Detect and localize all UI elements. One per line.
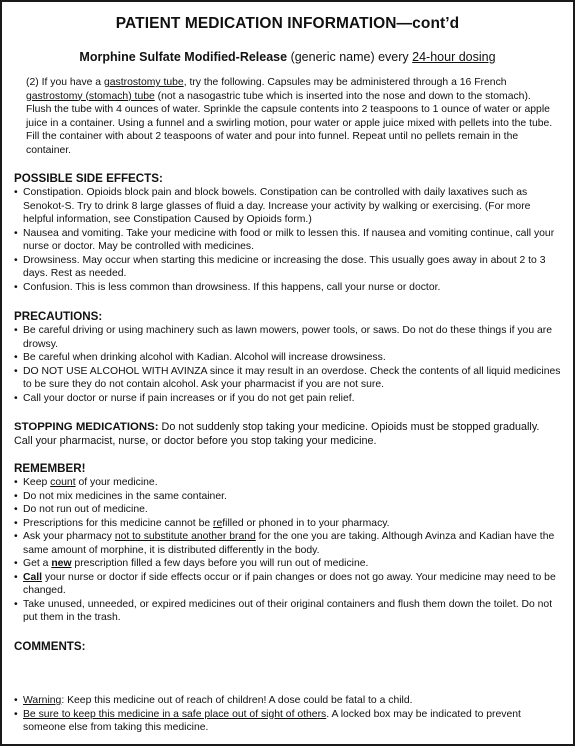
list-item: • Do not run out of medicine. xyxy=(14,503,561,517)
remember-heading: REMEMBER! xyxy=(14,462,86,475)
list-item: • Get a new prescription filled a few days before you will run out of medicine. xyxy=(14,557,561,571)
list-item: • Confusion. This is less common than drowsiness. If this happens, call your nurse or doctor. xyxy=(14,281,561,295)
gastro-prefix: (2) If you have a xyxy=(26,77,104,88)
remember-section xyxy=(14,462,561,625)
gastro-rest: (not a nasogastric tube which is inserted into the nose and down to the stomach). Flush the tube with 4 ounces of water. Sprinkle the capsule contents into 2 teaspoons to 1 ounce of water or apple juice in a container. Using a funnel and a swirling motion, pour water or apple juice mixed with pellets into the tube. Fill the container with about 2 teaspoons of water and pour into funnel. Repeat until no pellets remain in the container. xyxy=(26,90,553,156)
list-item: • Be careful when drinking alcohol with Kadian. Alcohol will increase drowsiness. xyxy=(14,351,561,365)
remember-list xyxy=(14,476,561,625)
list-item: • Ask your pharmacy not to substitute another brand for the one you are taking. Although Avinza and Kadian have the same amount of morphine, it is distributed differently in the body. xyxy=(14,530,561,557)
list-item: • Drowsiness. May occur when starting this medicine or increasing the dose. This usually goes away in about 2 to 3 days. Rest as needed. xyxy=(14,254,561,281)
list-item: • Warning: Keep this medicine out of reach of children! A dose could be fatal to a child. xyxy=(14,694,561,708)
comments-section xyxy=(14,640,561,654)
list-item: • Call your nurse or doctor if side effects occur or if pain changes or does not go away. Your medicine may need to be changed. xyxy=(14,571,561,598)
gastro-mid: , try the following. Capsules may be administered through a 16 French xyxy=(183,77,507,88)
footer-list xyxy=(14,694,561,735)
dosing-schedule: 24-hour dosing xyxy=(412,50,496,64)
list-item: • DO NOT USE ALCOHOL WITH AVINZA since it may result in an overdose. Check the contents of all liquid medicines to be sure they do not contain alcohol. Ask your pharmacist if you are not sure. xyxy=(14,365,561,392)
drug-name: Morphine Sulfate Modified-Release xyxy=(79,50,288,64)
list-item: • Prescriptions for this medicine cannot be refilled or phoned in to your pharmacy. xyxy=(14,517,561,531)
stopping-medications-section xyxy=(14,420,561,448)
comments-heading: COMMENTS: xyxy=(14,640,86,653)
stomach-tube-term: gastrostomy (stomach) tube xyxy=(26,90,155,102)
footer-warnings xyxy=(14,694,561,735)
list-item: • Take unused, unneeded, or expired medicines out of their original containers and flush them down the toilet. Do not put them in the trash. xyxy=(14,598,561,625)
list-item: • Be careful driving or using machinery such as lawn mowers, power tools, or saws. Do not do these things if you are drowsy. xyxy=(14,324,561,351)
precautions-list xyxy=(14,324,561,405)
list-item: • Keep count of your medicine. xyxy=(14,476,561,490)
side-effects-heading: POSSIBLE SIDE EFFECTS: xyxy=(14,172,163,185)
list-item: • Nausea and vomiting. Take your medicine with food or milk to lessen this. If nausea and vomiting continue, call your nurse or doctor. May be controlled with medicines. xyxy=(14,227,561,254)
warning-label: Warning xyxy=(23,695,62,706)
page-title: PATIENT MEDICATION INFORMATION—cont’d xyxy=(115,15,460,32)
stopping-heading: STOPPING MEDICATIONS: xyxy=(14,421,159,433)
precautions-section xyxy=(14,310,561,405)
list-item: • Call your doctor or nurse if pain increases or if you do not get pain relief. xyxy=(14,392,561,406)
stopping-text: Do not suddenly stop taking your medicine. Opioids must be stopped gradually. Call your pharmacist, nurse, or doctor before you stop taking your medicine. xyxy=(14,421,540,447)
generic-name-note: (generic name) every xyxy=(287,50,413,64)
list-item: • Constipation. Opioids block pain and block bowels. Constipation can be controlled with daily laxatives such as Senokot-S. Try to drink 8 large glasses of fluid a day. Increase your activity by walking or exercising. (For more helpful information, see Constipation Caused by Opioids form.) xyxy=(14,186,561,227)
precautions-heading: PRECAUTIONS: xyxy=(14,310,103,323)
side-effects-list xyxy=(14,186,561,294)
drug-subtitle xyxy=(2,50,573,64)
list-item: • Be sure to keep this medicine in a safe place out of sight of others. A locked box may be indicated to prevent someone else from taking this medicine. xyxy=(14,708,561,735)
side-effects-section xyxy=(14,172,561,294)
gastrostomy-tube-term: gastrostomy tube xyxy=(103,77,184,88)
list-item: • Do not mix medicines in the same container. xyxy=(14,490,561,504)
gastrostomy-instructions xyxy=(26,76,557,157)
